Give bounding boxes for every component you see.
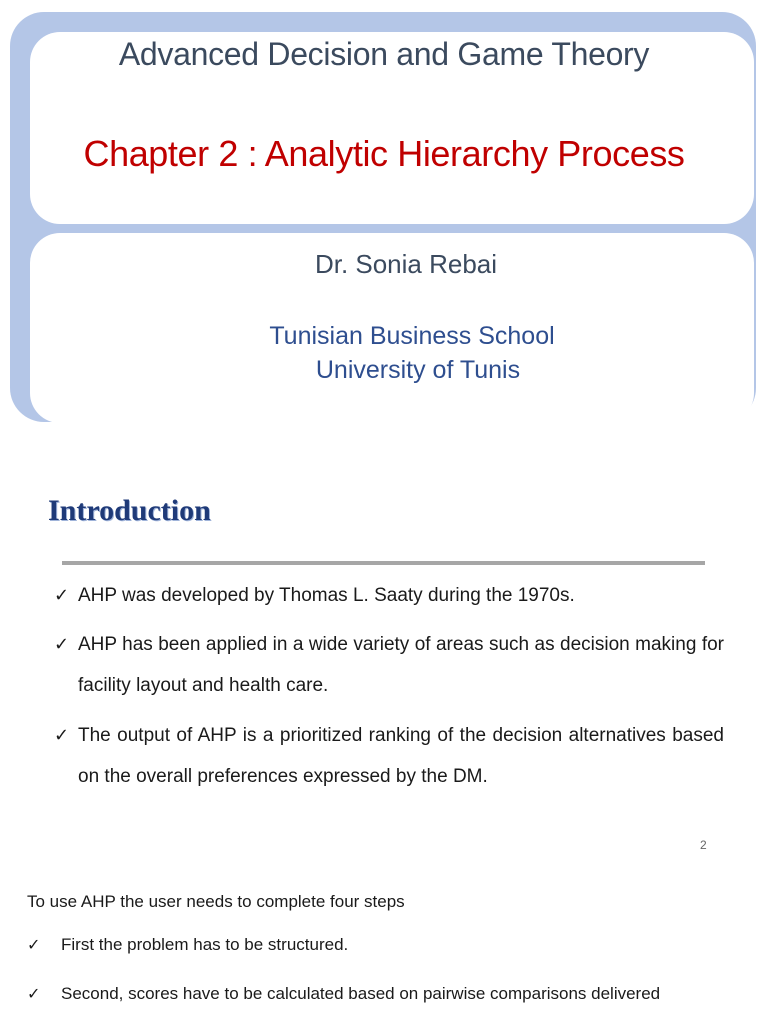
steps-intro: To use AHP the user needs to complete four steps [27, 892, 405, 911]
list-item [27, 925, 745, 965]
list-item [54, 575, 724, 616]
list-item-text: AHP was developed by Thomas L. Saaty during the 1970s. [78, 585, 575, 606]
check-mark-icon: ✓ [54, 585, 70, 606]
list-item [54, 624, 724, 706]
page-number: 2 [700, 838, 707, 852]
course-title: Advanced Decision and Game Theory [118, 36, 650, 72]
check-mark-icon: ✓ [27, 935, 41, 954]
section-heading: Introduction [48, 494, 211, 527]
list-item-text: AHP has been applied in a wide variety of areas such as decision making for facility layout and health care. [78, 634, 724, 696]
school-name: Tunisian Business School [269, 322, 555, 350]
check-mark-icon: ✓ [27, 984, 41, 1003]
list-item-text: The output of AHP is a prioritized ranking of the decision alternatives based on the overall preferences expressed by the DM. [78, 725, 724, 787]
check-mark-icon: ✓ [54, 725, 70, 746]
chapter-title: Chapter 2 : Analytic Hierarchy Process [83, 133, 685, 174]
divider [62, 561, 705, 565]
list-item [54, 715, 724, 797]
list-item [27, 974, 745, 1014]
check-mark-icon: ✓ [54, 634, 70, 655]
list-item-text: Second, scores have to be calculated based on pairwise comparisons delivered [61, 984, 661, 1003]
list-item-text: First the problem has to be structured. [61, 935, 349, 954]
university-name: University of Tunis [315, 356, 521, 384]
author-name: Dr. Sonia Rebai [314, 249, 498, 279]
